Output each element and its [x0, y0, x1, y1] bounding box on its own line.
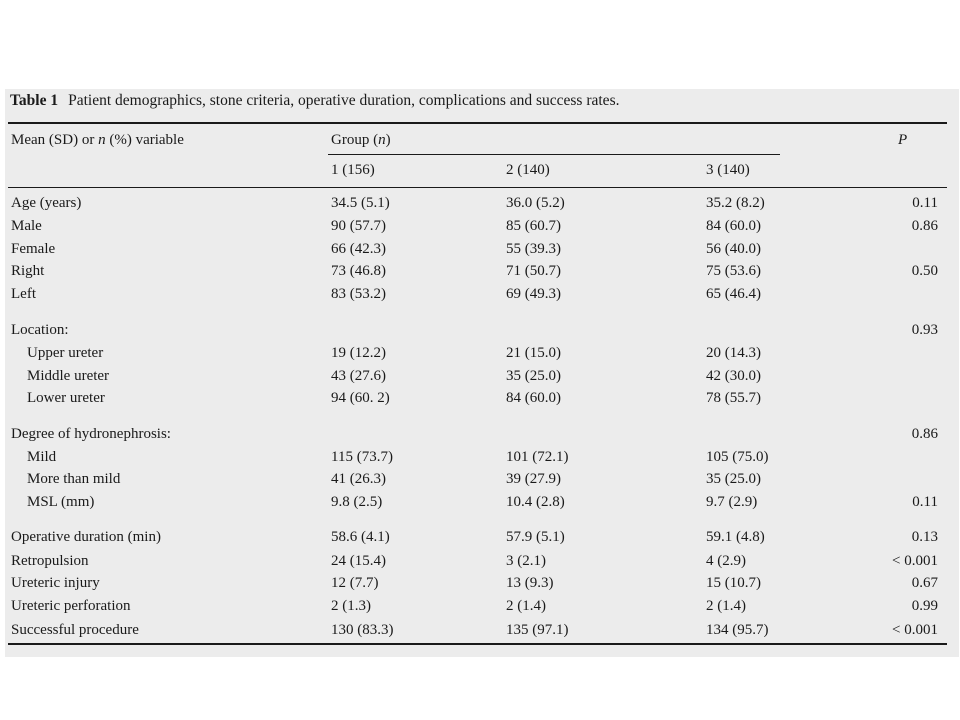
row-label: Retropulsion: [11, 553, 89, 569]
row-label: Lower ureter: [27, 390, 105, 406]
table-caption: [10, 92, 619, 110]
row-group3-value: 134 (95.7): [706, 622, 769, 638]
row-group1-value: 83 (53.2): [331, 286, 386, 302]
row-label: Middle ureter: [27, 368, 110, 384]
row-group2-value: 101 (72.1): [506, 449, 569, 465]
row-group2-value: 69 (49.3): [506, 286, 561, 302]
row-group2-value: 55 (39.3): [506, 241, 561, 257]
row-group2-value: 13 (9.3): [506, 575, 554, 591]
row-group3-value: 84 (60.0): [706, 218, 761, 234]
row-group1-value: 90 (57.7): [331, 218, 386, 234]
row-group1-value: 2 (1.3): [331, 598, 371, 614]
row-group1-value: 66 (42.3): [331, 241, 386, 257]
row-group1-value: 9.8 (2.5): [331, 494, 383, 510]
row-group1-value: 43 (27.6): [331, 368, 386, 384]
row-group1-value: 41 (26.3): [331, 471, 386, 487]
row-p-value: 0.50: [911, 263, 938, 279]
variable-column-header: Mean (SD) or n (%) variable: [11, 132, 184, 148]
row-group1-value: 58.6 (4.1): [331, 529, 390, 545]
row-group1-value: 19 (12.2): [331, 345, 386, 361]
row-p-value: 0.99: [911, 598, 938, 614]
row-group2-value: 3 (2.1): [506, 553, 546, 569]
row-p-value: 0.67: [911, 575, 938, 591]
header-top-rule: [8, 122, 947, 124]
row-group1-value: 115 (73.7): [331, 449, 393, 465]
row-label: Female: [11, 241, 56, 257]
row-group2-value: 36.0 (5.2): [506, 195, 565, 211]
row-p-value: 0.86: [911, 426, 938, 442]
row-group3-value: 78 (55.7): [706, 390, 761, 406]
row-label: Ureteric injury: [11, 575, 100, 591]
row-group3-value: 59.1 (4.8): [706, 529, 765, 545]
row-group3-value: 15 (10.7): [706, 575, 761, 591]
row-group3-value: 56 (40.0): [706, 241, 761, 257]
header-bottom-rule: [8, 187, 947, 188]
row-group2-value: 39 (27.9): [506, 471, 561, 487]
row-p-value: < 0.001: [892, 622, 938, 638]
row-label: Successful procedure: [11, 622, 139, 638]
row-label: MSL (mm): [27, 494, 95, 510]
row-group2-value: 135 (97.1): [506, 622, 569, 638]
row-p-value: 0.11: [912, 195, 938, 211]
row-group3-value: 4 (2.9): [706, 553, 746, 569]
row-group3-value: 65 (46.4): [706, 286, 761, 302]
row-group2-value: 10.4 (2.8): [506, 494, 565, 510]
row-label: Male: [11, 218, 42, 234]
row-group2-value: 85 (60.7): [506, 218, 561, 234]
row-p-value: 0.86: [911, 218, 938, 234]
row-label: Operative duration (min): [11, 529, 161, 545]
p-column-header: P: [898, 132, 908, 148]
row-group1-value: 12 (7.7): [331, 575, 379, 591]
row-group3-value: 35.2 (8.2): [706, 195, 765, 211]
row-label: More than mild: [27, 471, 121, 487]
row-group2-value: 2 (1.4): [506, 598, 546, 614]
row-group3-value: 42 (30.0): [706, 368, 761, 384]
row-p-value: 0.13: [911, 529, 938, 545]
row-group3-value: 35 (25.0): [706, 471, 761, 487]
row-group3-value: 105 (75.0): [706, 449, 769, 465]
group-1-header: 1 (156): [331, 162, 375, 178]
row-group2-value: 35 (25.0): [506, 368, 561, 384]
row-p-value: 0.93: [911, 322, 938, 338]
row-group1-value: 24 (15.4): [331, 553, 386, 569]
row-group2-value: 84 (60.0): [506, 390, 561, 406]
row-group2-value: 57.9 (5.1): [506, 529, 565, 545]
row-label: Upper ureter: [27, 345, 104, 361]
row-group1-value: 73 (46.8): [331, 263, 386, 279]
group-2-header: 2 (140): [506, 162, 550, 178]
row-group1-value: 130 (83.3): [331, 622, 394, 638]
row-label: Age (years): [11, 195, 82, 211]
group-subheader-rule: [328, 154, 780, 155]
row-label: Left: [11, 286, 36, 302]
row-group3-value: 75 (53.6): [706, 263, 761, 279]
row-label: Ureteric perforation: [11, 598, 131, 614]
table-number: Table 1: [10, 92, 59, 109]
table-panel: [5, 89, 959, 657]
row-group3-value: 2 (1.4): [706, 598, 746, 614]
row-group1-value: 34.5 (5.1): [331, 195, 390, 211]
row-label: Location:: [11, 322, 69, 338]
row-label: Mild: [27, 449, 57, 465]
row-group3-value: 20 (14.3): [706, 345, 761, 361]
row-p-value: 0.11: [912, 494, 938, 510]
row-group3-value: 9.7 (2.9): [706, 494, 758, 510]
row-group1-value: 94 (60. 2): [331, 390, 390, 406]
table-caption-text: Patient demographics, stone criteria, operative duration, complications and success rates.: [68, 92, 620, 109]
row-group2-value: 21 (15.0): [506, 345, 561, 361]
row-p-value: < 0.001: [892, 553, 938, 569]
row-label: Right: [11, 263, 45, 279]
row-group2-value: 71 (50.7): [506, 263, 561, 279]
group-3-header: 3 (140): [706, 162, 750, 178]
group-column-header: Group (n): [331, 132, 391, 148]
row-label: Degree of hydronephrosis:: [11, 426, 171, 442]
table-bottom-rule: [8, 643, 947, 645]
